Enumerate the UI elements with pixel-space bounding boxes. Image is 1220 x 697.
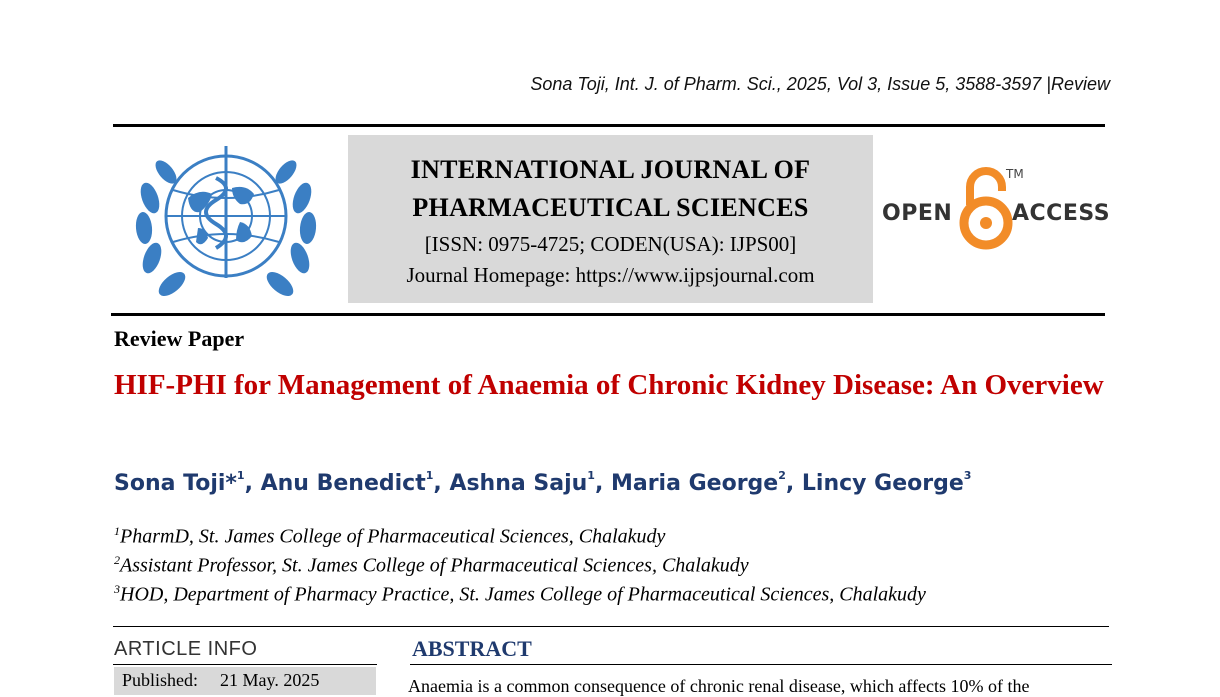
journal-issn: [ISSN: 0975-4725; CODEN(USA): IJPS00] bbox=[424, 232, 797, 256]
journal-homepage: Journal Homepage: https://www.ijpsjournal.com bbox=[406, 263, 815, 287]
top-rule bbox=[113, 124, 1105, 127]
author bbox=[114, 471, 261, 496]
author-affil-marker: 2 bbox=[778, 469, 786, 482]
author bbox=[802, 471, 972, 496]
affiliation-text: PharmD, St. James College of Pharmaceutical Sciences, Chalakudy bbox=[120, 525, 666, 548]
author-affil-marker: 1 bbox=[425, 469, 434, 482]
journal-name-line1: INTERNATIONAL JOURNAL OF bbox=[410, 155, 811, 184]
author-name: Lincy George bbox=[801, 471, 964, 496]
affiliation bbox=[114, 582, 926, 607]
open-access-left-text: OPEN bbox=[882, 201, 953, 226]
trademark-text: TM bbox=[1006, 167, 1024, 181]
affiliation-bottom-rule bbox=[113, 626, 1109, 627]
journal-name-line2: PHARMACEUTICAL SCIENCES bbox=[412, 193, 809, 222]
affiliation bbox=[114, 553, 749, 578]
author-name: Anu Benedict bbox=[260, 471, 426, 496]
abstract-text: Anaemia is a common consequence of chronic renal disease, which affects 10% of the bbox=[408, 676, 1030, 696]
paper-title: HIF-PHI for Management of Anaemia of Chronic Kidney Disease: An Overview bbox=[114, 369, 1104, 401]
affiliation bbox=[114, 524, 665, 549]
author-name: Maria George bbox=[610, 471, 779, 496]
abstract-heading: ABSTRACT bbox=[412, 636, 532, 661]
paper-type-label: Review Paper bbox=[114, 326, 245, 351]
affiliation-marker: 1 bbox=[114, 524, 120, 538]
author-separator: , bbox=[594, 471, 611, 496]
author-separator: , bbox=[244, 471, 261, 496]
published-date: 21 May. 2025 bbox=[220, 670, 320, 690]
author-separator: , bbox=[433, 471, 450, 496]
author bbox=[611, 471, 802, 496]
journal-emblem-logo bbox=[128, 138, 324, 308]
abstract-rule bbox=[410, 664, 1112, 665]
affiliation-text: Assistant Professor, St. James College of Pharmaceutical Sciences, Chalakudy bbox=[120, 554, 749, 577]
open-access-logo bbox=[878, 163, 1110, 253]
author bbox=[449, 471, 611, 496]
author-affil-marker: 1 bbox=[236, 469, 245, 482]
affiliation-marker: 3 bbox=[114, 582, 120, 596]
author-separator: , bbox=[785, 471, 802, 496]
journal-name bbox=[348, 151, 873, 227]
running-head: Sona Toji, Int. J. of Pharm. Sci., 2025, Vol 3, Issue 5, 3588-3597 |Review bbox=[530, 74, 1110, 94]
author bbox=[261, 471, 450, 496]
published-row bbox=[114, 667, 376, 695]
article-info-heading: ARTICLE INFO bbox=[114, 638, 258, 660]
author-name: Sona Toji* bbox=[114, 471, 237, 496]
article-info-rule bbox=[113, 664, 377, 665]
masthead-bottom-rule bbox=[111, 313, 1105, 316]
published-label: Published: bbox=[122, 670, 199, 690]
journal-masthead bbox=[348, 135, 873, 303]
affiliation-text: HOD, Department of Pharmacy Practice, St. James College of Pharmaceutical Sciences, Chalakudy bbox=[120, 583, 926, 606]
author-affil-marker: 1 bbox=[587, 469, 595, 482]
author-affil-marker: 3 bbox=[963, 469, 972, 482]
affiliation-marker: 2 bbox=[114, 553, 120, 567]
open-access-right-text: ACCESS bbox=[1012, 201, 1111, 226]
author-list bbox=[114, 471, 971, 496]
author-name: Ashna Saju bbox=[449, 471, 588, 496]
